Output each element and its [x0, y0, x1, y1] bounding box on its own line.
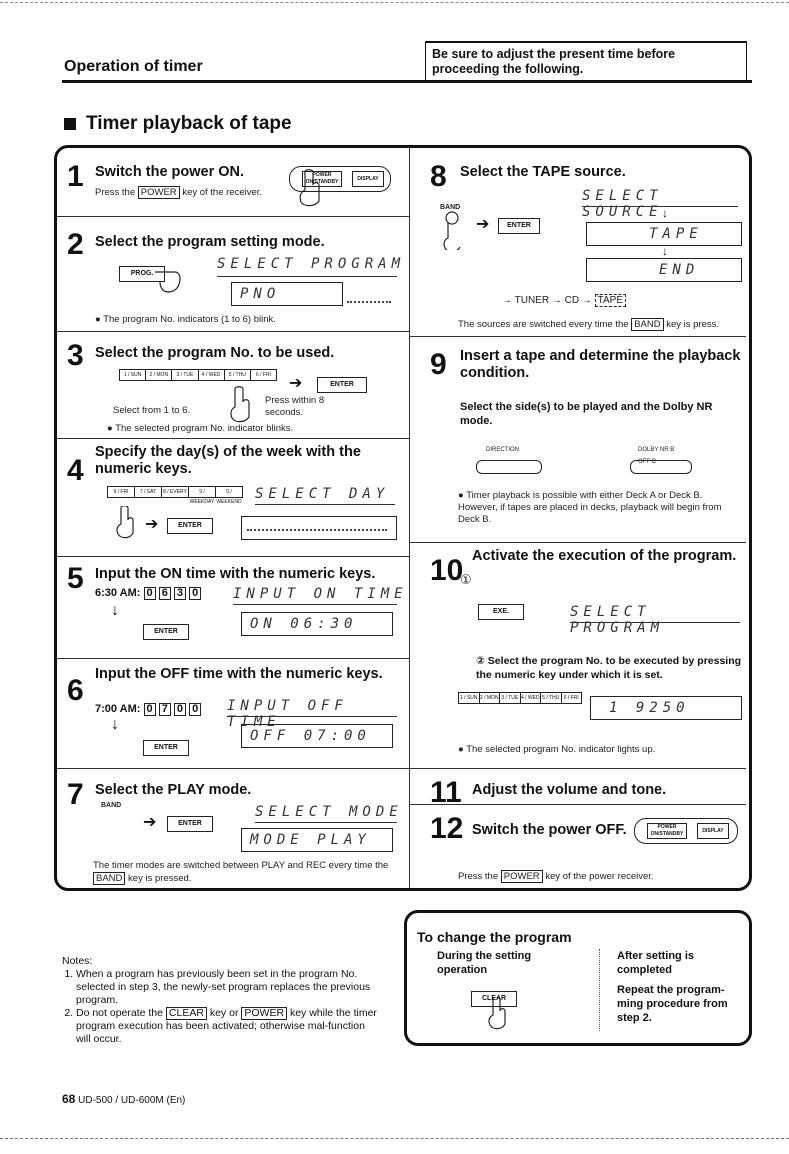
- clear-key-label: CLEAR: [166, 1007, 207, 1020]
- display-underline: [255, 504, 395, 505]
- step-title: Input the OFF time with the numeric keys.: [95, 666, 383, 682]
- step-note: ● The selected program No. indicator lights up.: [458, 744, 656, 755]
- day-key[interactable]: 1 / SUN: [459, 695, 478, 701]
- display-underline: [217, 276, 397, 277]
- day-key[interactable]: 6 / FRI: [255, 372, 271, 378]
- step-title: Adjust the volume and tone.: [472, 782, 667, 798]
- display-underline: [233, 604, 397, 605]
- change-title: To change the program: [417, 929, 572, 945]
- square-bullet-icon: [64, 118, 76, 130]
- model-text: UD-500 / UD-600M (En): [78, 1095, 186, 1106]
- step-10: [410, 544, 746, 766]
- step-7: [57, 770, 409, 888]
- display-text: OFF 07:00: [250, 728, 371, 744]
- arrow-down-icon: ↓: [662, 244, 668, 258]
- prog-button[interactable]: PROG.: [119, 266, 165, 282]
- band-key-label: BAND: [93, 872, 125, 885]
- notes: [62, 955, 382, 1046]
- step-note: ● The program No. indicators (1 to 6) blink.: [95, 314, 276, 325]
- page-heading: [64, 113, 292, 135]
- clear-button[interactable]: CLEAR: [471, 991, 517, 1007]
- step-title: Switch the power OFF.: [472, 822, 627, 838]
- day-key[interactable]: 9 / FRI: [108, 487, 135, 497]
- finger-icon: [227, 385, 261, 425]
- display-line: SELECT PROGRAM: [570, 604, 665, 636]
- display-underline: [227, 716, 397, 717]
- step-number: 8: [430, 160, 447, 193]
- note-2: 2. Do not operate the CLEAR key or POWER key while the timer program execution has been activated; otherwise mal-function will occur.: [76, 1007, 382, 1046]
- step-number: 5: [67, 562, 84, 595]
- day-key[interactable]: 3 / TUE: [500, 693, 521, 703]
- direction-button[interactable]: [476, 460, 542, 474]
- step-9: [410, 338, 746, 543]
- band-label: BAND: [101, 802, 122, 809]
- steps-panel: [54, 145, 752, 891]
- display-box: [586, 258, 742, 282]
- divider: [410, 336, 746, 337]
- display-text: MODE PLAY: [250, 832, 371, 848]
- digit-key[interactable]: 6: [159, 587, 171, 600]
- display-button[interactable]: DISPLAY: [697, 823, 729, 839]
- notice-text: Be sure to adjust the present time before proceeding the following.: [432, 47, 676, 76]
- press-within-text: Press within 8 seconds.: [265, 395, 325, 418]
- step-number: 2: [67, 228, 84, 261]
- display-line: SELECT SOURCE: [582, 188, 663, 220]
- sub-step-1: ①: [460, 572, 472, 587]
- enter-button[interactable]: ENTER: [498, 218, 540, 234]
- finger-icon: [153, 262, 193, 302]
- band-key-label: BAND: [631, 318, 663, 331]
- day-key[interactable]: 2 / MON: [146, 370, 172, 380]
- step-number: 7: [67, 778, 84, 811]
- indicator-dots: [347, 298, 391, 303]
- enter-button[interactable]: ENTER: [317, 377, 367, 393]
- notice-box: [425, 41, 747, 82]
- note-1: 1. When a program has previously been set in the program No. selected in step 3, the newly-set program replaces the previous program.: [76, 968, 382, 1007]
- select-text: Select from 1 to 6.: [113, 405, 191, 416]
- display-text: PNO: [240, 286, 281, 302]
- digit-key[interactable]: 0: [144, 703, 156, 716]
- digit-key[interactable]: 0: [144, 587, 156, 600]
- digit-key[interactable]: 3: [174, 587, 186, 600]
- step-number: 12: [430, 812, 464, 845]
- day-key[interactable]: 1 / SUN: [120, 370, 146, 380]
- finger-icon: [485, 997, 515, 1033]
- display-underline: [570, 622, 740, 623]
- divider: [57, 438, 409, 439]
- step-note: ● The selected program No. indicator blinks.: [107, 423, 294, 434]
- step-title: Input the ON time with the numeric keys.: [95, 566, 376, 582]
- page-number: 68: [62, 1092, 76, 1106]
- indicator-dots: [247, 526, 387, 531]
- enter-button[interactable]: ENTER: [167, 816, 213, 832]
- divider: [57, 556, 409, 557]
- digit-key[interactable]: 0: [189, 703, 201, 716]
- step-8: [410, 148, 746, 333]
- step-title: Switch the power ON.: [95, 164, 245, 180]
- dolby-nr-button[interactable]: [630, 460, 692, 474]
- day-key[interactable]: 3 / TUE: [172, 370, 198, 380]
- time-entry: 6:30 AM: 0 6 3 0: [95, 586, 201, 600]
- step-title: Select the program No. to be used.: [95, 345, 335, 361]
- page-footer: [62, 1092, 185, 1106]
- step-number: 9: [430, 348, 447, 381]
- sub-step-2: ② Select the program No. to be executed by pressing the numeric key under which it is set.: [476, 655, 742, 681]
- power-key-label: POWER: [138, 186, 180, 199]
- day-key[interactable]: 5 / THU: [225, 370, 251, 380]
- arrow-right-icon: ➔: [289, 375, 303, 392]
- enter-button[interactable]: ENTER: [143, 740, 189, 756]
- step-title: Select the PLAY mode.: [95, 782, 252, 798]
- day-key[interactable]: 2 / MON: [479, 695, 499, 701]
- digit-key[interactable]: 0: [189, 587, 201, 600]
- step-subtitle: Select the side(s) to be played and the Dolby NR mode.: [460, 401, 713, 427]
- header-rule: [62, 80, 752, 83]
- step-number: 6: [67, 674, 84, 707]
- divider: [410, 768, 746, 769]
- display-underline: [582, 206, 738, 207]
- heading-text: Timer playback of tape: [86, 113, 292, 134]
- step-number: 3: [67, 339, 84, 372]
- day-key[interactable]: 4 / WED: [199, 370, 225, 380]
- arrow-down-icon: ↓: [111, 716, 119, 733]
- digit-key[interactable]: 0: [174, 703, 186, 716]
- arrow-right-icon: ➔: [143, 814, 157, 831]
- direction-label: DIRECTION: [486, 447, 519, 453]
- display-box: [241, 724, 393, 748]
- step-5: [57, 558, 409, 658]
- display-text: TAPE: [649, 226, 703, 242]
- source-cd: CD: [564, 295, 580, 306]
- step-text: Press the POWER key of the receiver.: [95, 187, 263, 198]
- divider: [410, 542, 746, 543]
- step-number: 10: [430, 554, 464, 587]
- power-button[interactable]: POWER ON/STANDBY: [647, 823, 687, 839]
- step-3: [57, 333, 409, 438]
- step-number: 11: [430, 776, 462, 809]
- step-text: Press the POWER key of the power receiver.: [458, 871, 654, 882]
- after-text: Repeat the program-ming procedure from step 2.: [617, 984, 728, 1024]
- day-key-strip[interactable]: [107, 486, 243, 505]
- divider: [410, 804, 746, 805]
- power-key-label: POWER: [241, 1007, 287, 1020]
- display-line: SELECT DAY: [255, 486, 390, 502]
- arrow-right-icon: ➔: [145, 516, 159, 533]
- source-tuner: TUNER: [514, 295, 550, 306]
- display-box: [590, 696, 742, 720]
- column-divider: [599, 949, 600, 1031]
- step-12: [410, 806, 746, 888]
- arrow-down-icon: ↓: [662, 206, 668, 220]
- day-key[interactable]: 9 / WEEKDAY: [189, 489, 215, 505]
- program-key-strip[interactable]: [119, 369, 277, 381]
- step-title: Specify the day(s) of the week with the numeric keys.: [95, 444, 361, 477]
- display-text: ON 06:30: [250, 616, 358, 632]
- step-text: The sources are switched every time the BAND key is press.: [458, 319, 720, 330]
- day-key[interactable]: 8 / EVERY: [162, 487, 189, 497]
- display-box: [241, 828, 393, 852]
- day-key[interactable]: 0 / WEEKEND: [216, 489, 242, 505]
- day-key[interactable]: 5 / THU: [541, 693, 562, 703]
- change-program-panel: [404, 910, 752, 1046]
- divider: [57, 331, 409, 332]
- step-6: [57, 660, 409, 765]
- enter-button[interactable]: ENTER: [143, 624, 189, 640]
- display-line: SELECT MODE: [255, 804, 403, 820]
- step-number: 1: [67, 160, 84, 193]
- step-title: Activate the execution of the program.: [472, 548, 737, 564]
- step-text: The timer modes are switched between PLAY and REC every time the BAND key is pressed.: [93, 860, 389, 884]
- display-line: SELECT PROGRAM: [217, 256, 406, 272]
- source-cycle: → TUNER → CD → TAPE: [502, 294, 626, 307]
- finger-icon: [113, 506, 143, 542]
- step-title: Insert a tape and determine the playback condition.: [460, 348, 741, 381]
- display-box: [231, 282, 343, 306]
- digit-key[interactable]: 7: [159, 703, 171, 716]
- section-title: Operation of timer: [64, 58, 203, 75]
- during-label: During the setting operation: [437, 950, 532, 976]
- enter-button[interactable]: ENTER: [167, 518, 213, 534]
- display-button[interactable]: DISPLAY: [352, 171, 384, 187]
- day-key[interactable]: 4 / WED: [520, 695, 540, 701]
- display-text: 1 9250: [609, 700, 690, 716]
- after-label: After setting is completed: [617, 950, 695, 976]
- step-title: Select the TAPE source.: [460, 164, 626, 180]
- bottom-dashed-edge: [0, 1138, 789, 1139]
- step-4: [57, 440, 409, 555]
- dolby-label: DOLBY NR B OFF C: [638, 447, 675, 465]
- display-box: [586, 222, 742, 246]
- display-underline: [255, 822, 397, 823]
- divider: [57, 768, 409, 769]
- arrow-right-icon: ➔: [476, 216, 490, 233]
- display-box: [241, 612, 393, 636]
- exe-button[interactable]: EXE.: [478, 604, 524, 620]
- power-unit: [634, 818, 738, 844]
- finger-icon: [295, 168, 335, 208]
- power-key-label: POWER: [501, 870, 543, 883]
- source-tape: TAPE: [595, 294, 626, 307]
- time-entry: 7:00 AM: 0 7 0 0: [95, 702, 201, 716]
- band-label: BAND: [440, 204, 461, 211]
- finger-icon: [440, 210, 470, 250]
- step-2: [57, 218, 409, 333]
- power-button[interactable]: POWER ON/STANDBY: [302, 171, 342, 187]
- step-1: [57, 148, 409, 218]
- step-title: Select the program setting mode.: [95, 234, 325, 250]
- display-text: END: [659, 262, 700, 278]
- notes-label: Notes:: [62, 955, 93, 967]
- divider: [57, 658, 409, 659]
- display-line: INPUT OFF TIME: [227, 698, 348, 730]
- step-number: 4: [67, 454, 84, 487]
- program-key-strip[interactable]: [458, 692, 582, 704]
- day-key[interactable]: 7 / SAT: [135, 487, 162, 497]
- top-dashed-edge: [0, 2, 789, 3]
- day-key[interactable]: 6 / FRI: [563, 695, 579, 701]
- display-line: INPUT ON TIME: [233, 586, 408, 602]
- divider: [57, 216, 409, 217]
- arrow-down-icon: ↓: [111, 602, 119, 619]
- step-note: ● Timer playback is possible with either Deck A or Deck B. However, if tapes are placed in decks, playback will begin from Deck B.: [458, 490, 722, 525]
